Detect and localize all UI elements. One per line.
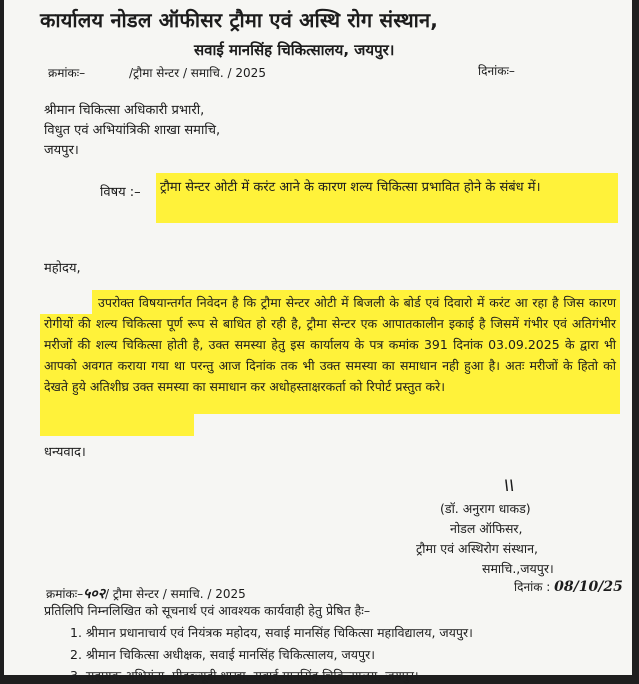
body-highlight [40, 412, 194, 436]
reference-date-label: दिनांकः– [478, 64, 515, 78]
reference-label: क्रमांकः– [48, 66, 86, 80]
signatory-designation: नोडल ऑफिसर, [450, 521, 523, 536]
subject-label: विषय :– [100, 185, 141, 200]
copy-list-item: 1. श्रीमान प्रधानाचार्य एवं नियंत्रक महोदय, सवाई मानसिंह चिकित्सा महाविद्यालय, जयपुर। [70, 625, 473, 640]
letter-page [4, 0, 632, 683]
body-paragraph: उपरोक्त विषयान्तर्गत निवेदन है कि ट्रौमा सेन्टर ओटी में बिजली के बोर्ड एवं दिवारो में करंट आ रहा है जिस कारण रोगीयों की शल्य चिकित्सा पूर्ण रूप से बाधित हो रही है, ट्रौमा सेन्टर एक आपातकालीन इकाई है जिसमें गंभीर एवं अतिगंभीर मरीजों की शल्य चिकित्सा होती है, उक्त समस्या हेतु इस कार्यालय के पत्र कमांक 391 दिनांक 03.09.2025 के द्वारा भी आपको अवगत कराया गया था परन्तु आज दिनांक तक भी उक्त समस्या का समाधान नही हुआ है। अतः मरीजों के हितो को देखते हुये अतिशीघ्र उक्त समस्या का समाधान कर अधोहस्ताक्षरकर्ता को रिपोर्ट प्रस्तुत करे। [44, 295, 616, 394]
addressee-line: श्रीमान चिकित्सा अधिकारी प्रभारी, [44, 103, 205, 118]
letterhead-title: कार्यालय नोडल ऑफीसर ट्रौमा एवं अस्थि रोग संस्थान, [40, 8, 439, 32]
subject-text: ट्रौमा सेन्टर ओटी में करंट आने के कारण शल्य चिकित्सा प्रभावित होने के संबंध में। [160, 180, 541, 195]
reference-number: /ट्रौमा सेन्टर / समाचि. / 2025 [129, 66, 266, 80]
signatory-name: (डॉ. अनुराग धाकड) [440, 501, 531, 516]
signature-mark: \\ [504, 478, 515, 494]
signatory-institute: ट्रौमा एवं अस्थिरोग संस्थान, [416, 541, 539, 556]
dispatch-date-value: 08/10/25 [554, 579, 623, 595]
addressee-line: जयपुर। [44, 143, 79, 158]
dispatch-label: क्रमांकः– [46, 587, 84, 601]
addressee-line: विधुत एवं अभियांत्रिकी शाखा समाचि, [44, 123, 221, 138]
letterhead-subtitle: सवाई मानसिंह चिकित्सालय, जयपुर। [194, 41, 395, 59]
copy-list-item: 3. सहायक अभियंता, पीडब्ल्यूडी शाखा, सवाई मानसिंह चिकित्सालय, जयपुर। [70, 668, 419, 683]
dispatch-date [514, 578, 623, 595]
dispatch-reference [46, 584, 246, 603]
dispatch-number: ५०२ [83, 586, 105, 602]
signatory-place: समाचि.,जयपुर। [482, 561, 554, 576]
dispatch-suffix: / ट्रौमा सेन्टर / समाचि. / 2025 [104, 587, 246, 601]
closing: धन्यवाद। [44, 445, 86, 460]
copy-intro: प्रतिलिपि निम्नलिखित को सूचनार्थ एवं आवश्यक कार्यवाही हेतु प्रेषित हैः– [44, 603, 371, 618]
copy-list-item: 2. श्रीमान चिकित्सा अधीक्षक, सवाई मानसिंह चिकित्सालय, जयपुर। [70, 647, 375, 662]
salutation: महोदय, [44, 261, 81, 276]
dispatch-date-label: दिनांक : [514, 580, 551, 594]
